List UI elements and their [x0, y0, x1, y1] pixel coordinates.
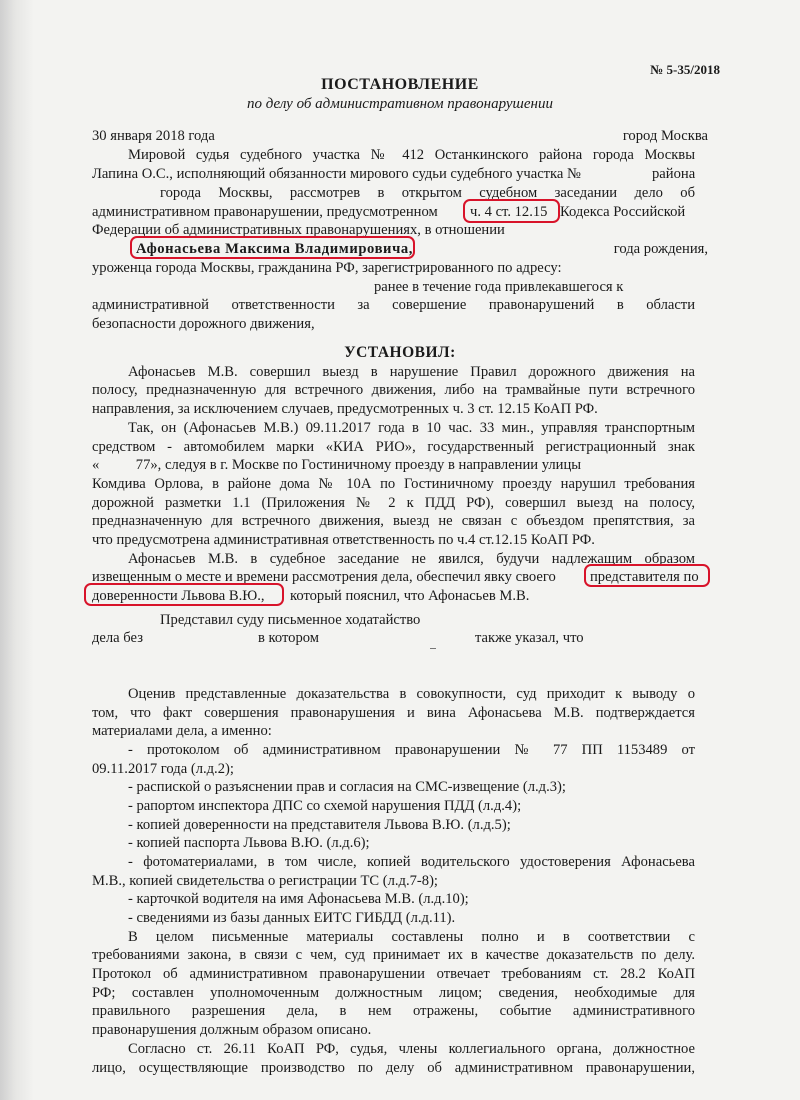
evidence-item: - сведениями из базы данных ЕИТС ГИБДД (л.д.11).	[128, 910, 456, 926]
defendant-name: Афонасьева Максима Владимировича,	[136, 241, 414, 257]
established-line: Комдива Орлова, в районе дома № 10А по Гостиничному проезду нарушил требования	[92, 476, 695, 492]
redaction-mark	[430, 648, 436, 649]
intro-line: Мировой судья судебного участка № 412 Останкинского района города Москвы	[128, 147, 695, 163]
established-line: полосу, предназначенную для встречного движения, либо на трамвайные пути встречного	[92, 382, 695, 398]
document-date: 30 января 2018 года	[92, 128, 215, 144]
evidence-item: - рапортом инспектора ДПС со схемой нарушения ПДД (л.д.4);	[128, 798, 522, 814]
evidence-item: - копией доверенности на представителя Львова В.Ю. (л.д.5);	[128, 817, 511, 833]
established-line: средством - автомобилем марки «КИА РИО», государственный регистрационный знак	[92, 439, 695, 455]
motion-line: также указал, что	[475, 630, 584, 646]
established-line: Так, он (Афонасьев М.В.) 09.11.2017 года в 10 час. 33 мин., управляя транспортным	[128, 420, 695, 436]
highlight-defendant-name	[130, 236, 415, 259]
intro-line: района	[652, 166, 696, 182]
established-line: дорожной разметки 1.1 (Приложения № 2 к ПДД РФ), совершил выезд на полосу,	[92, 495, 695, 511]
established-line: предназначенную для встречного движения, выезд не связан с объездом препятствия, за	[92, 513, 695, 529]
established-line: Афонасьев М.В. в судебное заседание не явился, будучи надлежащим образом	[128, 551, 695, 567]
document-title: ПОСТАНОВЛЕНИЕ	[321, 76, 479, 93]
evidence-item: М.В., копией свидетельства о регистрации ТС (л.д.7-8);	[92, 873, 438, 889]
conclusion-line: лицо, осуществляющие производство по делу об административном правонарушении,	[92, 1060, 695, 1076]
intro-line: Лапина О.С., исполняющий обязанности мирового судьи судебного участка №	[92, 166, 581, 182]
evidence-item: - протоколом об административном правонарушении № 77 ПП 1153489 от	[128, 742, 695, 758]
conclusion-line: РФ; составлен уполномоченным должностным лицом; сведения, необходимые для	[92, 985, 695, 1001]
intro-line: административной ответственности за совершение правонарушений в области	[92, 297, 695, 313]
established-line: « 77», следуя в г. Москве по Гостиничному проезду в направлении улицы	[92, 457, 582, 473]
evidence-item: - карточкой водителя на имя Афонасьева М.В. (л.д.10);	[128, 891, 469, 907]
highlight-article	[463, 199, 560, 223]
motion-line: Представил суду письменное ходатайство	[160, 612, 421, 628]
established-line: что предусмотрена административная ответственность по ч.4 ст.12.15 КоАП РФ.	[92, 532, 595, 548]
evidence-item: 09.11.2017 года (л.д.2);	[92, 761, 234, 777]
intro-line: уроженца города Москвы, гражданина РФ, зарегистрированного по адресу:	[92, 260, 562, 276]
established-line: который пояснил, что Афонасьев М.В.	[290, 588, 530, 604]
article-reference: ч. 4 ст. 12.15	[470, 204, 548, 220]
intro-line: административном правонарушении, предусмотренном	[92, 204, 438, 220]
conclusion-line: правонарушения должным образом описано.	[92, 1022, 372, 1038]
case-number: № 5-35/2018	[650, 62, 720, 77]
conclusion-line: Согласно ст. 26.11 КоАП РФ, судья, члены коллегиального органа, должностное	[128, 1041, 695, 1057]
intro-line: Кодекса Российской	[560, 204, 686, 220]
evidence-item: - копией паспорта Львова В.Ю. (л.д.6);	[128, 835, 370, 851]
highlight-representative	[584, 564, 710, 587]
representative-name: доверенности Львова В.Ю.,	[92, 588, 265, 604]
motion-line: в котором	[258, 630, 320, 646]
established-line: направления, за исключением случаев, предусмотренных ч. 3 ст. 12.15 КоАП РФ.	[92, 401, 598, 417]
representative-reference: представителя по	[590, 569, 699, 585]
evaluation-line: Оценив представленные доказательства в совокупности, суд приходит к выводу о	[128, 686, 695, 702]
intro-line: безопасности дорожного движения,	[92, 316, 315, 332]
motion-line: дела без	[92, 630, 143, 646]
evaluation-line: материалами дела, а именно:	[92, 723, 272, 739]
document-place: город Москва	[622, 128, 708, 144]
intro-line: Федерации об административных правонарушениях, в отношении	[92, 222, 505, 238]
intro-line: города Москвы, рассмотрев в открытом судебном заседании дело об	[160, 185, 695, 201]
conclusion-line: правильного разрешения дела, в нем отражены, событие административного	[92, 1003, 695, 1019]
conclusion-line: требованиями закона, в связи с чем, суд принимает их в качестве доказательств по делу.	[92, 947, 695, 963]
conclusion-line: В целом письменные материалы составлены полно и в соответствии с	[128, 929, 695, 945]
evidence-item: - фотоматериалами, в том числе, копией водительского удостоверения Афонасьева	[128, 854, 695, 870]
document-subtitle: по делу об административном правонарушении	[247, 96, 553, 112]
evidence-item: - распиской о разъяснении прав и согласия на СМС-извещение (л.д.3);	[128, 779, 566, 795]
conclusion-line: Протокол об административном правонарушении отвечает требованиям ст. 28.2 КоАП	[92, 966, 695, 982]
evaluation-line: том, что факт совершения правонарушения и вина Афонасьева М.В. подтверждается	[92, 705, 695, 721]
intro-line: года рождения,	[613, 241, 708, 257]
established-line: Афонасьев М.В. совершил выезд в нарушение Правил дорожного движения на	[128, 364, 695, 380]
established-line: извещенным о месте и времени рассмотрения дела, обеспечил явку своего	[92, 569, 556, 585]
section-heading-established: УСТАНОВИЛ:	[344, 344, 456, 361]
intro-line: ранее в течение года привлекавшегося к	[374, 279, 624, 295]
highlight-representative-name	[84, 583, 284, 606]
